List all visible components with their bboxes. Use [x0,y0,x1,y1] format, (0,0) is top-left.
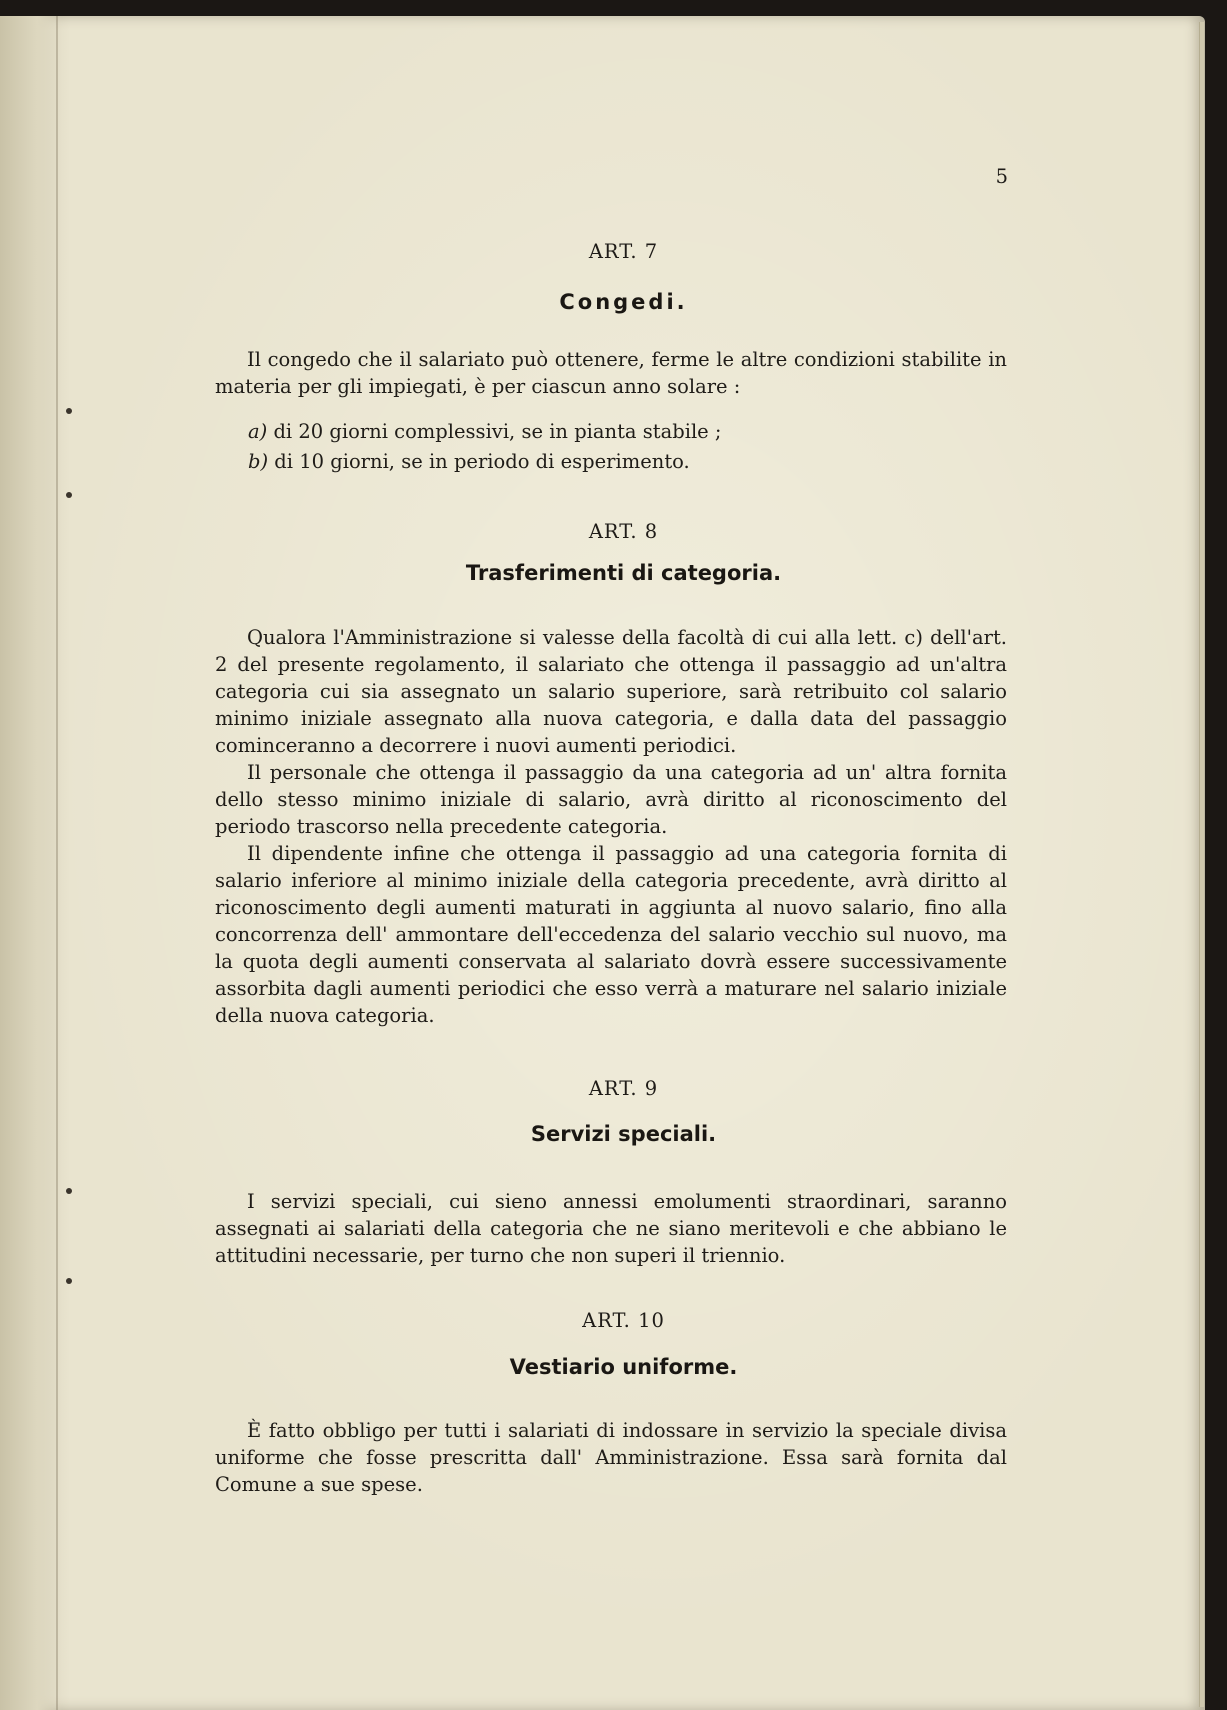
page-edge [1199,22,1204,1707]
binding-hole [66,1188,72,1194]
binding-hole [66,408,72,414]
article-8-paragraph: Il dipendente infine che ottenga il passaggio ad una categoria fornita di salario inferiore al minimo iniziale della categoria precedente, avrà diritto al riconoscimento degli aumenti maturati in aggiunta al nuovo salario, fino alla concorrenza dell' ammontare dell'eccedenza del salario vecchio sul nuovo, ma la quota degli aumenti conservata al salariato dovrà essere successivamente assorbita dagli aumenti periodici che esso verrà a maturare nel salario iniziale della nuova categoria. [215,842,1007,1027]
article-10-label: ART. 10 [582,1309,665,1332]
binding-shadow [0,16,62,1710]
article-9-paragraph: I servizi speciali, cui sieno annessi emolumenti straordinari, saranno assegnati ai salariati della categoria che ne siano meritevoli e che abbiano le attitudini necessarie, per turno che non superi il triennio. [215,1190,1007,1267]
article-8-heading: Trasferimenti di categoria. [465,561,782,585]
article-9-label: ART. 9 [588,1077,659,1100]
article-8-paragraph: Il personale che ottenga il passaggio da una categoria ad un' altra fornita dello stesso minimo iniziale di salario, avrà diritto al riconoscimento del periodo trascorso nella precedente categoria. [215,761,1007,838]
fold-line [56,16,58,1710]
article-8-body [215,624,1007,1029]
article-9-body [215,1188,1007,1269]
article-7-intro: Il congedo che il salariato può ottenere, ferme le altre condizioni stabilite in materia per gli impiegati, è per ciascun anno solare : [215,348,1007,398]
article-7-label: ART. 7 [588,240,659,263]
list-marker: a) [248,420,268,443]
article-10-heading: Vestiario uniforme. [509,1355,738,1379]
article-9-heading: Servizi speciali. [530,1122,717,1146]
page-number: 5 [995,165,1008,188]
article-7-body [215,346,1007,400]
article-10-body [215,1417,1007,1498]
list-item-text: di 10 giorni, se in periodo di esperimento. [274,450,690,473]
list-item-text: di 20 giorni complessivi, se in pianta stabile ; [273,420,722,443]
article-7-item-a [248,418,722,445]
article-7-heading: Congedi. [559,290,688,314]
article-8-paragraph: Qualora l'Amministrazione si valesse della facoltà di cui alla lett. c) dell'art. 2 del presente regolamento, il salariato che ottenga il passaggio ad un'altra categoria cui sia assegnato un salario superiore, sarà retribuito col salario minimo iniziale assegnato alla nuova categoria, e dalla data del passaggio cominceranno a decorrere i nuovi aumenti periodici. [215,626,1007,757]
list-marker: b) [248,450,269,473]
article-8-label: ART. 8 [588,520,659,543]
article-10-paragraph: È fatto obbligo per tutti i salariati di indossare in servizio la speciale divisa uniforme che fosse prescritta dall' Amministrazione. Essa sarà fornita dal Comune a sue spese. [215,1419,1007,1496]
binding-hole [66,1278,72,1284]
binding-hole [66,492,72,498]
article-7-item-b [248,448,690,475]
